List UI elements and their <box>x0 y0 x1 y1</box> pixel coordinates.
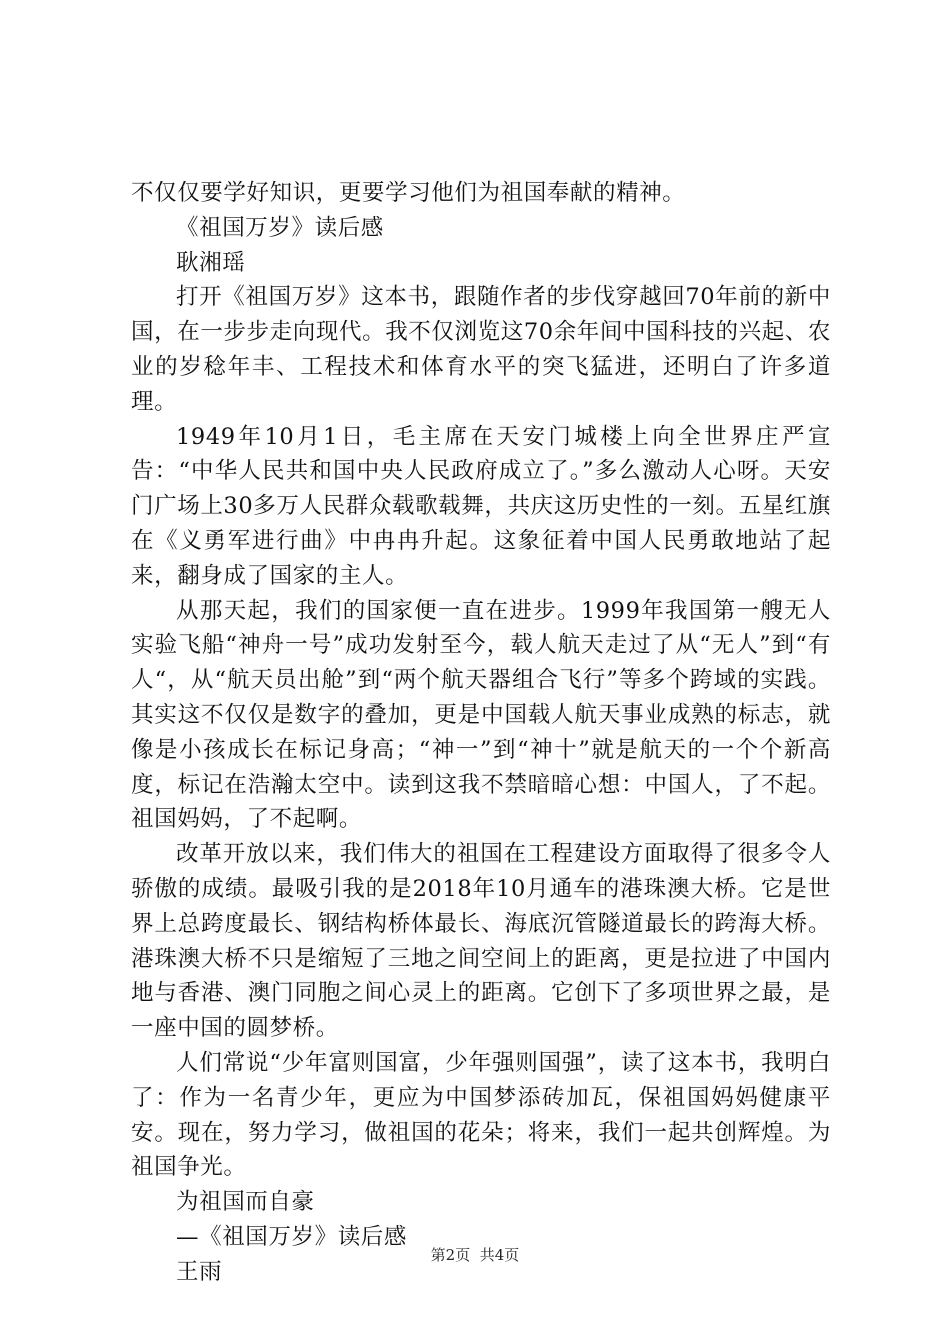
paragraph: 改革开放以来，我们伟大的祖国在工程建设方面取得了很多令人骄傲的成绩。最吸引我的是2018年10月通车的港珠澳大桥。它是世界上总跨度最长、钢结构桥体最长、海底沉管隧道最长的跨海大桥。港珠澳大桥不只是缩短了三地之间空间上的距离，更是拉进了中国内地与香港、澳门同胞之间心灵上的距离。它创下了多项世界之最，是一座中国的圆梦桥。 <box>131 841 831 1042</box>
paragraph: 1949年10月1日，毛主席在天安门城楼上向全世界庄严宣告：“中华人民共和国中央人民政府成立了。”多么激动人心呀。天安门广场上30多万人民群众载歌载舞，共庆这历史性的一刻。五星红旗在《义勇军进行曲》中冉冉升起。这象征着中国人民勇敢地站了起来，翻身成了国家的主人。 <box>131 423 831 589</box>
paragraph: 打开《祖国万岁》这本书，跟随作者的步伐穿越回70年前的新中国，在一步步走向现代。我不仅浏览这70余年间中国科技的兴起、农业的岁稔年丰、工程技术和体育水平的突飞猛进，还明白了许多道理。 <box>131 284 831 415</box>
essay-title: 为祖国而自豪 <box>176 1189 315 1216</box>
author-name: 耿湘瑶 <box>176 249 246 276</box>
paragraph: 不仅仅要学好知识，更要学习他们为祖国奉献的精神。 <box>131 180 686 206</box>
author-name: 王雨 <box>176 1258 223 1285</box>
page-total: 共4页 <box>479 1246 520 1264</box>
page-number: 第2页 <box>430 1246 471 1264</box>
essay-subtitle: —《祖国万岁》读后感 <box>176 1223 408 1250</box>
paragraph: 从那天起，我们的国家便一直在进步。1999年我国第一艘无人实验飞船“神舟一号”成功发射至今，载人航天走过了从“无人”到“有人“，从“航天员出舱”到“两个航天器组合飞行”等多个跨域的实践。其实这不仅仅是数字的叠加，更是中国载人航天事业成熟的标志，就像是小孩成长在标记身高；“神一”到“神十”就是航天的一个个新高度，标记在浩瀚太空中。读到这我不禁暗暗心想：中国人，了不起。祖国妈妈，了不起啊。 <box>131 597 831 833</box>
paragraph: 人们常说“少年富则国富，少年强则国强”，读了这本书，我明白了：作为一名青少年，更应为中国梦添砖加瓦，保祖国妈妈健康平安。现在，努力学习，做祖国的花朵；将来，我们一起共创辉煌。为祖国争光。 <box>131 1049 831 1181</box>
document-body <box>131 176 831 1290</box>
essay-title: 《祖国万岁》读后感 <box>176 214 384 241</box>
page-footer <box>0 1244 950 1265</box>
